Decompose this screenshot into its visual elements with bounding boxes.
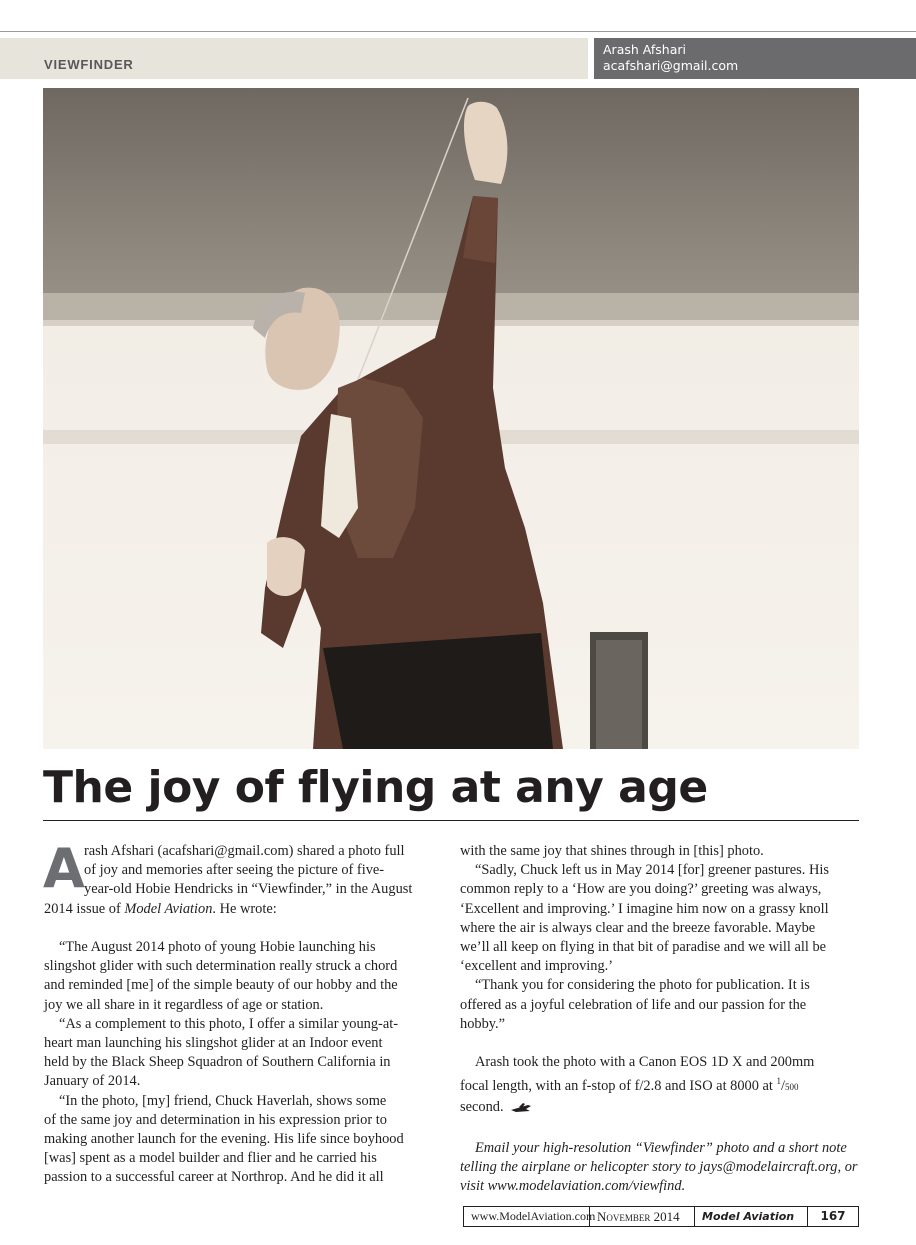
text-span: Email your high-resolution “Viewfinder” photo and a short note — [475, 1140, 847, 1157]
article-column-right — [460, 842, 860, 1197]
text-line: rash Afshari (acafshari@gmail.com) shared a photo full — [84, 843, 405, 859]
text-line: of the same joy and determination in his expression prior to — [44, 1111, 387, 1128]
text-line: common reply to a ‘How are you doing?’ greeting was always, — [460, 881, 822, 898]
text-line: heart man launching his slingshot glider at an Indoor event — [44, 1035, 383, 1052]
article-column-left — [43, 837, 444, 1188]
text-span: telling the airplane or helicopter story to jays@modelaircraft.org, or — [460, 1159, 858, 1176]
author-email[interactable]: acafshari@gmail.com — [603, 58, 739, 73]
text-line: “Sadly, Chuck left us in May 2014 [for] greener pastures. His — [475, 862, 829, 879]
text-line: [was] spent as a model builder and flier and he carried his — [44, 1150, 377, 1167]
text-line: where the air is always clear and the breeze favorable. Maybe — [460, 919, 816, 936]
text-line: “As a complement to this photo, I offer a similar young-at- — [59, 1015, 399, 1032]
author-box — [594, 38, 916, 79]
text-line: slingshot glider with such determination really struck a chord — [44, 958, 398, 975]
footer-date: November 2014 — [590, 1207, 695, 1226]
fraction-numerator: 1 — [776, 1076, 782, 1087]
text-line: “In the photo, [my] friend, Chuck Haverlah, shows some — [59, 1092, 387, 1109]
text-line: January of 2014. — [44, 1073, 141, 1090]
feature-photo — [43, 88, 859, 749]
text-line: ‘Excellent and improving.’ I imagine him now on a grassy knoll — [460, 900, 829, 917]
footer-magazine: Model Aviation — [695, 1207, 808, 1226]
section-label: VIEWFINDER — [44, 57, 134, 72]
text-line — [460, 1177, 860, 1196]
text-line: making another launch for the evening. His life since boyhood — [44, 1131, 404, 1148]
magazine-name: Model Aviation — [124, 900, 213, 917]
text-span: focal length, with an f-stop of f/2.8 and ISO at 8000 at — [460, 1078, 777, 1095]
text-span: 2014 issue of — [44, 900, 125, 917]
text-line: and reminded [me] of the simple beauty of our hobby and the — [44, 977, 398, 994]
text-line: of joy and memories after seeing the picture of five- — [84, 862, 385, 879]
text-line: focal length, with an f-stop of f/2.8 and ISO at 8000 at $^1$/500 — [460, 1076, 799, 1095]
paragraph-gap — [460, 1034, 860, 1053]
title-rule — [43, 820, 859, 821]
text-span: visit www.modelaviation.com/viewfind. — [460, 1178, 686, 1195]
paragraph-gap — [44, 919, 444, 938]
text-line — [460, 1158, 860, 1177]
text-line: held by the Black Sheep Squadron of Southern California in — [44, 1054, 391, 1071]
text-line: offered as a joyful celebration of life and our passion for the — [460, 996, 807, 1013]
footer-url[interactable]: www.ModelAviation.com — [464, 1207, 590, 1226]
text-span: . He wrote: — [212, 900, 277, 917]
text-line: with the same joy that shines through in [this] photo. — [460, 843, 764, 859]
fraction-denominator: 500 — [785, 1082, 799, 1093]
author-name: Arash Afshari — [603, 42, 686, 57]
text-line — [460, 1098, 860, 1120]
top-rule — [0, 31, 916, 32]
text-line — [44, 900, 444, 919]
page-footer — [463, 1206, 859, 1227]
text-line: year-old Hobie Hendricks in “Viewfinder,” in the August — [84, 881, 413, 898]
text-line: joy we all share in it regardless of age or station. — [44, 996, 324, 1013]
text-line: hobby.” — [460, 1015, 506, 1032]
text-line: passion to a successful career at Northrop. And he did it all — [44, 1169, 384, 1186]
end-mark-icon — [510, 1101, 532, 1120]
page-number: 167 — [820, 1209, 846, 1223]
text-line: “Thank you for considering the photo for publication. It is — [475, 977, 810, 994]
paragraph-gap — [460, 1120, 860, 1139]
article-title: The joy of flying at any age — [43, 762, 708, 813]
text-line: Arash took the photo with a Canon EOS 1D X and 200mm — [475, 1054, 815, 1071]
text-line — [460, 1139, 860, 1158]
text-line: ‘excellent and improving.’ — [460, 958, 614, 975]
text-span: second. — [460, 1098, 504, 1115]
text-line: “The August 2014 photo of young Hobie launching his — [59, 939, 376, 955]
text-line: we’ll all keep on flying in that bit of paradise and we will all be — [460, 939, 827, 956]
drop-cap: A — [43, 837, 85, 900]
